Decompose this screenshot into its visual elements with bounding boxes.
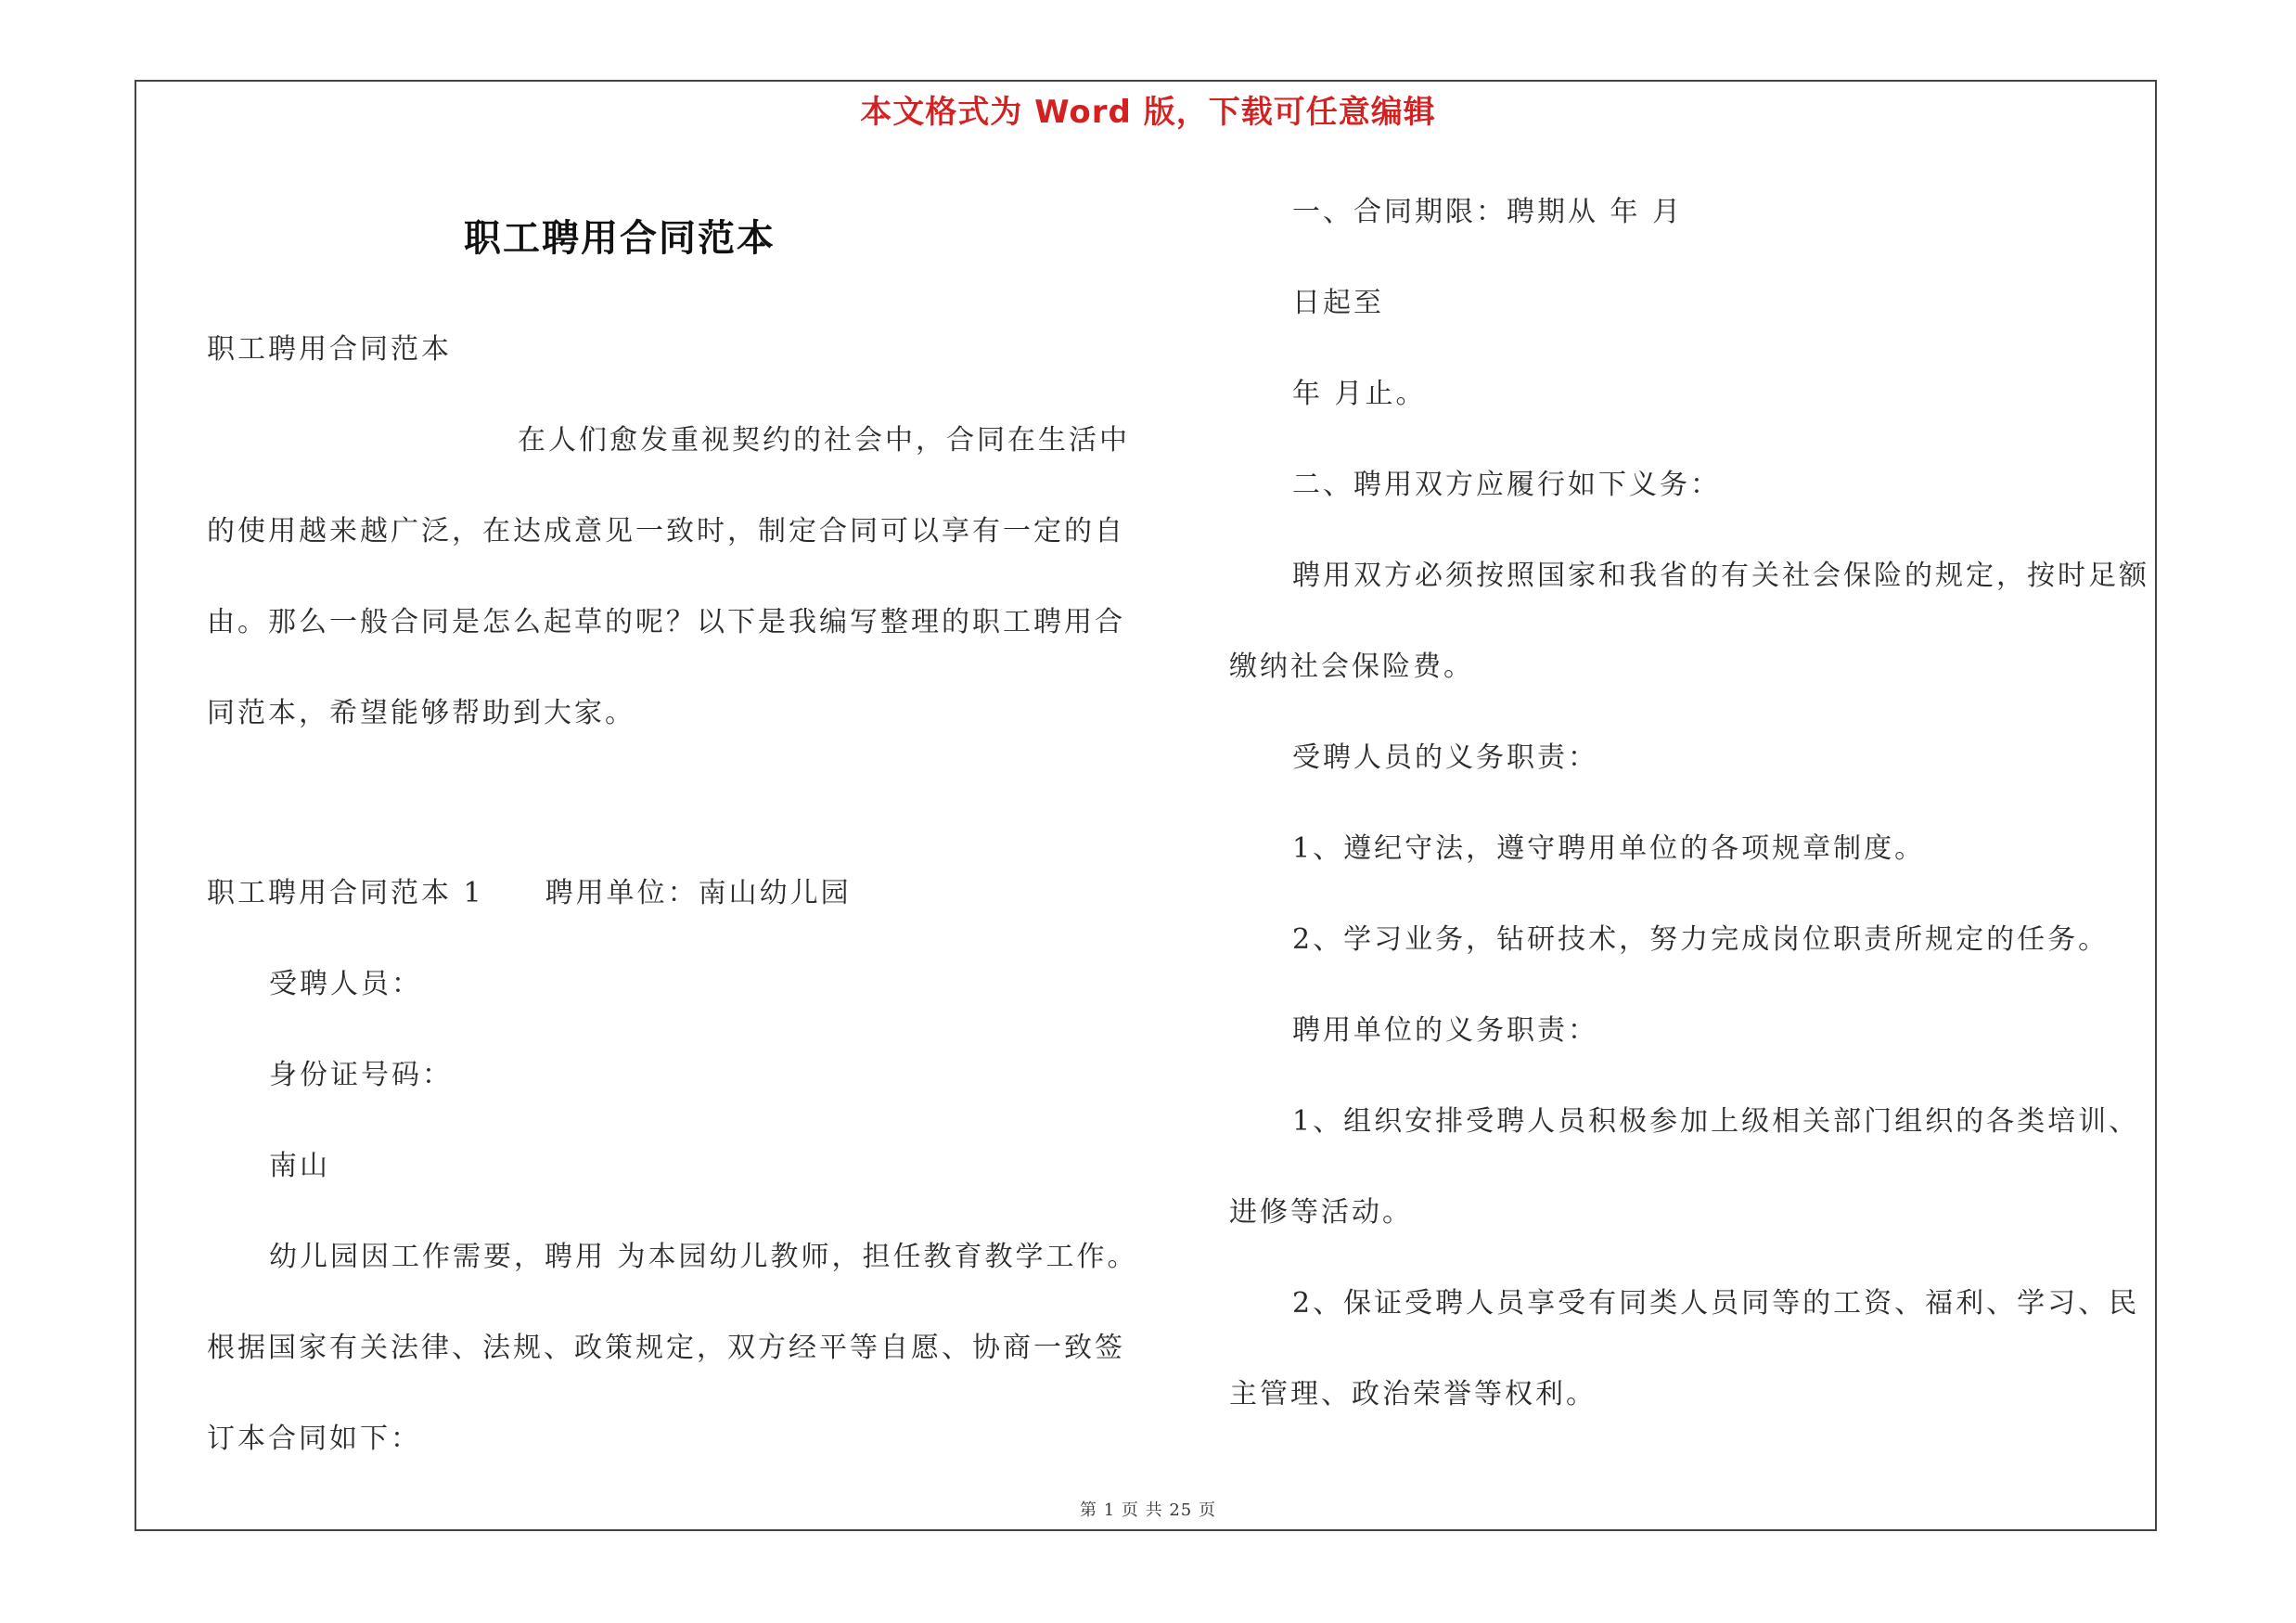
paragraph-line: 缴纳社会保险费。 (1229, 650, 1474, 683)
paragraph-line: 2、保证受聘人员享受有同类人员同等的工资、福利、学习、民 (1292, 1287, 2140, 1320)
paragraph-line: 受聘人员的义务职责： (1292, 741, 1598, 774)
paragraph-line: 主管理、政治荣誉等权利。 (1229, 1378, 1597, 1410)
paragraph-line: 同范本，希望能够帮助到大家。 (207, 697, 635, 729)
paragraph-line: 日起至 (1292, 287, 1384, 319)
paragraph-line: 一、合同期限：聘期从 年 月 (1292, 196, 1684, 228)
paragraph-line: 在人们愈发重视契约的社会中，合同在生活中 (518, 424, 1130, 457)
paragraph-line: 聘用单位的义务职责： (1292, 1014, 1598, 1047)
paragraph-line: 幼儿园因工作需要，聘用 为本园幼儿教师，担任教育教学工作。 (269, 1241, 1138, 1273)
paragraph-line: 职工聘用合同范本 (207, 333, 452, 366)
paragraph-line: 进修等活动。 (1229, 1196, 1413, 1229)
paragraph-line: 受聘人员： (269, 968, 422, 1000)
paragraph-line: 的使用越来越广泛，在达成意见一致时，制定合同可以享有一定的自 (207, 515, 1125, 547)
paragraph-line: 年 月止。 (1292, 378, 1427, 410)
paragraph-line: 南山 (269, 1150, 330, 1182)
paragraph-line: 根据国家有关法律、法规、政策规定，双方经平等自愿、协商一致签 (207, 1332, 1125, 1364)
paragraph-line: 二、聘用双方应履行如下义务： (1292, 469, 1721, 501)
paragraph-line: 订本合同如下： (207, 1423, 421, 1455)
paragraph-line: 身份证号码： (269, 1059, 453, 1091)
word-format-banner: 本文格式为 Word 版，下载可任意编辑 (860, 94, 1436, 131)
paragraph-line: 1、组织安排受聘人员积极参加上级相关部门组织的各类培训、 (1292, 1105, 2140, 1138)
paragraph-line: 1、遵纪守法，遵守聘用单位的各项规章制度。 (1292, 832, 1926, 865)
page-number: 第 1 页 共 25 页 (1080, 1501, 1216, 1520)
paragraph-line: 由。那么一般合同是怎么起草的呢？以下是我编写整理的职工聘用合 (207, 606, 1125, 638)
document-title: 职工聘用合同范本 (464, 217, 776, 260)
paragraph-line: 2、学习业务，钻研技术，努力完成岗位职责所规定的任务。 (1292, 923, 2110, 956)
paragraph-line: 聘用双方必须按照国家和我省的有关社会保险的规定，按时足额 (1292, 560, 2149, 592)
paragraph-line: 职工聘用合同范本 1 聘用单位：南山幼儿园 (207, 877, 852, 909)
